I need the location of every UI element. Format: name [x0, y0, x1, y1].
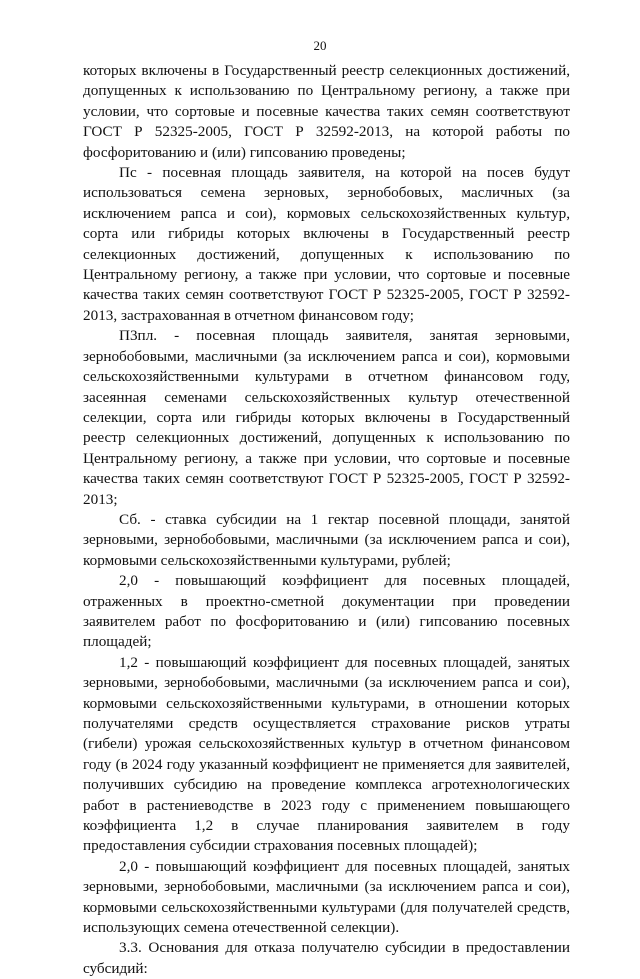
page-number: 20 — [313, 38, 327, 53]
paragraph-coefficient-2-0-phosphoritization: 2,0 - повышающий коэффициент для посевных площадей, отраженных в проектно-сметной документации при проведении заявителем работ по фосфоритованию и (или) гипсованию посевных площадей; — [83, 572, 570, 651]
paragraph-coefficient-2-0-domestic-seeds: 2,0 - повышающий коэффициент для посевных площадей, занятых зерновыми, зернобобовыми, масличными (за исключением рапса и сои), кормовыми сельскохозяйственными культурами (для получателей средств, использующих семена отечественной селекции). — [83, 857, 570, 937]
paragraph-p3pl-definition: П3пл. - посевная площадь заявителя, занятая зерновыми, зернобобовыми, масличными (за исключением рапса и сои), кормовыми сельскохозяйственными культурами в отчетном финансовом году, засеянная семенами сельскохозяйственных культур отечественной селекции, сорта или гибриды которых включены в Государственный реестр селекционных достижений, допущенных к использованию по Центральному региону, а также при условии, что сортовые и посевные качества таких семян соответствуют ГОСТ Р 52325-2005, ГОСТ Р 32592-2013; — [83, 327, 570, 508]
paragraph-sb-definition: Сб. - ставка субсидии на 1 гектар посевной площади, занятой зерновыми, зернобобовыми, масличными (за исключением рапса и сои), кормовыми сельскохозяйственными культурами, рублей; — [83, 510, 570, 569]
paragraph-refusal-grounds: 3.3. Основания для отказа получателю субсидии в предоставлении субсидий: — [83, 939, 570, 977]
paragraph-coefficient-1-2-insurance: 1,2 - повышающий коэффициент для посевных площадей, занятых зерновыми, зернобобовыми, масличными (за исключением рапса и сои), кормовыми сельскохозяйственными культурами, в отношении которых получателями средств осуществляется страхование рисков утраты (гибели) урожая сельскохозяйственных культур в отчетном финансовом году (в 2024 году указанный коэффициент не применяется для заявителей, получивших субсидию на проведение комплекса агротехнологических работ в растениеводстве в 2023 году с применением повышающего коэффициента 1,2 в случае планирования заявителем в году предоставления субсидии страхования посевных площадей); — [83, 653, 570, 855]
paragraph-continuation: которых включены в Государственный реестр селекционных достижений, допущенных к использованию по Центральному региону, а также при условии, что сортовые и посевные качества таких семян соответствуют ГОСТ Р 52325-2005, ГОСТ Р 32592-2013, на которой работы по фосфоритованию и (или) гипсованию проведены; — [83, 62, 570, 161]
document-body — [83, 61, 570, 979]
paragraph-ps-definition: Пс - посевная площадь заявителя, на которой на посев будут использоваться семена зерновых, зернобобовых, масличных (за исключением рапса и сои), кормовых сельскохозяйственных культур, сорта или гибриды которых включены в Государственный реестр селекционных достижений, допущенных к использованию по Центральному региону, а также при условии, что сортовые и посевные качества таких семян соответствуют ГОСТ Р 52325-2005, ГОСТ Р 32592-2013, застрахованная в отчетном финансовом году; — [83, 164, 570, 324]
